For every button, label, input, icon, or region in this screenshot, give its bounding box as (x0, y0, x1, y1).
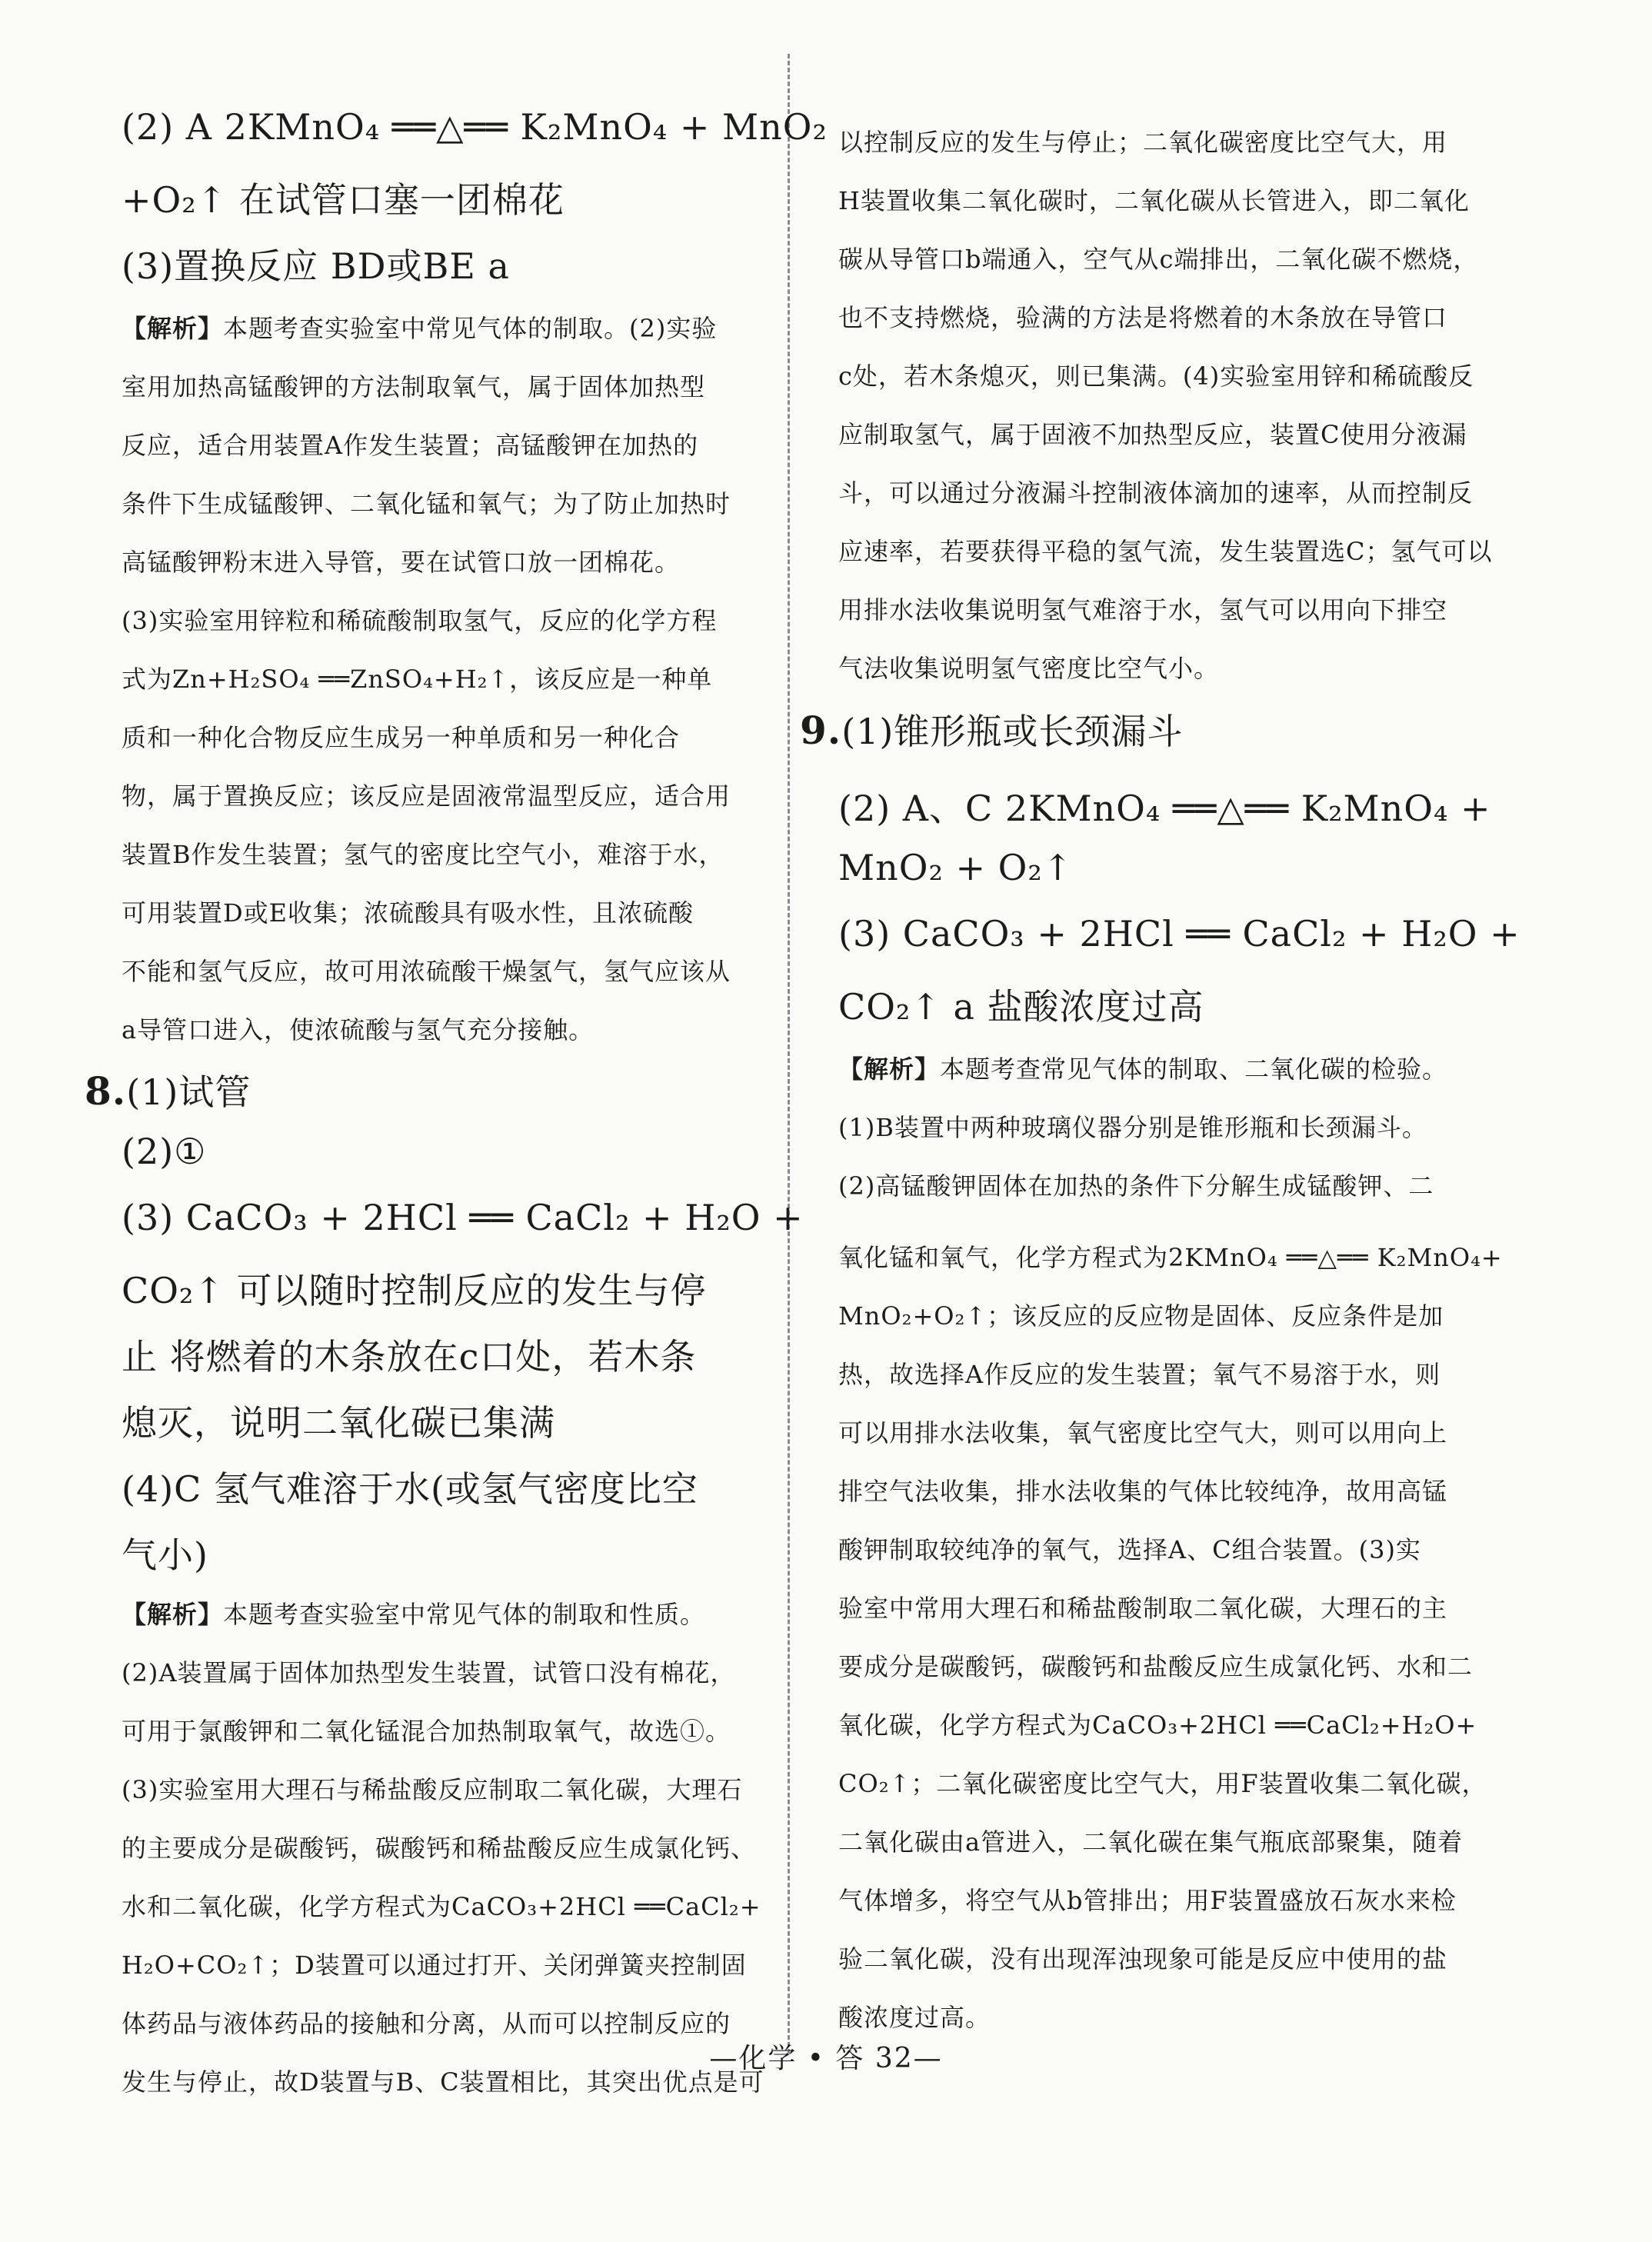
right-line (838, 474, 1473, 509)
right-line (838, 532, 1493, 568)
line-text: 酸钾制取较纯净的氧气，选择A、C组合装置。(3)实 (838, 1535, 1421, 1564)
left-line (122, 485, 731, 520)
line-text: 以控制反应的发生与停止；二氧化碳密度比空气大，用 (838, 128, 1448, 157)
line-text: (3) CaCO₃ + 2HCl ══ CaCl₂ + H₂O + (122, 1197, 804, 1238)
line-text: (2) A 2KMnO₄ ══△══ K₂MnO₄ + MnO₂ (122, 106, 828, 148)
analysis-tag: 【解析】 (122, 1600, 224, 1629)
left-line (122, 1395, 555, 1446)
right-line (838, 1414, 1447, 1449)
right-line (838, 1167, 1434, 1202)
left-line (122, 1011, 594, 1046)
right-line (838, 591, 1447, 626)
left-line (122, 238, 510, 289)
left-line (122, 1712, 731, 1747)
line-text: 本题考查常见气体的制取、二氧化碳的检验。 (940, 1054, 1448, 1084)
line-text: 气小) (122, 1534, 208, 1576)
right-line (838, 1531, 1421, 1566)
line-text: (3)实验室用大理石与稀盐酸反应制取二氧化碳，大理石 (122, 1775, 743, 1804)
line-text: 要成分是碳酸钙，碳酸钙和盐酸反应生成氯化钙、水和二 (838, 1652, 1474, 1681)
line-text: 反应，适合用装置A作发生装置；高锰酸钾在加热的 (122, 431, 699, 460)
line-text: 物，属于置换反应；该反应是固液常温型反应，适合用 (122, 781, 731, 811)
line-text: 应速率，若要获得平稳的氢气流，发生装置选C；氢气可以 (838, 537, 1493, 566)
analysis-tag: 【解析】 (122, 314, 224, 343)
line-text: 不能和氢气反应，故可用浓硫酸干燥氢气，氢气应该从 (122, 957, 731, 986)
line-text: 水和二氧化碳，化学方程式为CaCO₃+2HCl ══CaCl₂+ (122, 1892, 761, 1921)
left-line (122, 426, 698, 461)
left-line (122, 1887, 761, 1923)
left-line (85, 1064, 251, 1115)
line-text: (2)高锰酸钾固体在加热的条件下分解生成锰酸钾、二 (838, 1171, 1434, 1201)
line-text: (1)锥形瓶或长颈漏斗 (841, 711, 1184, 752)
line-text: 发生与停止，故D装置与B、C装置相比，其突出优点是可 (122, 2067, 764, 2097)
right-line (838, 1472, 1447, 1507)
line-text: 室用加热高锰酸钾的方法制取氧气，属于固体加热型 (122, 372, 706, 401)
line-text: 体药品与液体药品的接触和分离，从而可以控制反应的 (122, 2009, 731, 2038)
line-text: (3) CaCO₃ + 2HCl ══ CaCl₂ + H₂O + (838, 913, 1520, 954)
line-text: 氧化碳，化学方程式为CaCO₃+2HCl ══CaCl₂+H₂O+ (838, 1711, 1477, 1740)
line-text: 验二氧化碳，没有出现浑浊现象可能是反应中使用的盐 (838, 1944, 1448, 1974)
line-text: 热，故选择A作反应的发生装置；氧气不易溶于水，则 (838, 1360, 1441, 1389)
left-line (122, 368, 705, 403)
right-line (838, 123, 1447, 158)
line-text: c处，若木条熄灭，则已集满。(4)实验室用锌和稀硫酸反 (838, 361, 1474, 391)
left-line (122, 835, 724, 871)
right-line (838, 979, 1204, 1030)
line-text: 气法收集说明氢气密度比空气小。 (838, 654, 1220, 683)
right-line (838, 913, 1520, 954)
left-line (122, 1527, 208, 1578)
line-text: CO₂↑ 可以随时控制反应的发生与停 (122, 1270, 707, 1311)
left-line (122, 660, 712, 695)
line-text: 可用装置D或E收集；浓硫酸具有吸水性，且浓硫酸 (122, 898, 694, 928)
left-line (122, 952, 731, 988)
right-line (838, 357, 1474, 392)
line-text: 应制取氢气，属于固液不加热型反应，装置C使用分液漏 (838, 420, 1467, 449)
line-text: (3)置换反应 BD或BE a (122, 245, 510, 287)
line-text: 本题考查实验室中常见气体的制取。(2)实验 (223, 314, 718, 343)
left-line (122, 1263, 707, 1314)
line-text: 装置B作发生装置；氢气的密度比空气小，难溶于水， (122, 840, 724, 869)
right-line (838, 240, 1478, 275)
right-line (838, 781, 1491, 831)
line-text: CO₂↑；二氧化碳密度比空气大，用F装置收集二氧化碳， (838, 1769, 1487, 1798)
line-text: (1)试管 (126, 1071, 251, 1113)
line-text: (3)实验室用锌粒和稀硫酸制取氢气，反应的化学方程 (122, 606, 718, 635)
left-line (122, 1654, 735, 1689)
right-line (838, 1050, 1447, 1085)
right-line (838, 1297, 1444, 1332)
line-text: 条件下生成锰酸钾、二氧化锰和氧气；为了防止加热时 (122, 489, 731, 518)
column-divider (788, 54, 790, 2054)
line-text: 止 将燃着的木条放在c口处，若木条 (122, 1336, 697, 1378)
right-line (838, 1238, 1503, 1274)
line-text: 气体增多，将空气从b管排出；用F装置盛放石灰水来检 (838, 1886, 1457, 1915)
right-line (838, 1706, 1477, 1741)
line-text: 本题考查实验室中常见气体的制取和性质。 (223, 1600, 706, 1629)
line-text: (2)A装置属于固体加热型发生装置，试管口没有棉花， (122, 1658, 736, 1687)
left-line (122, 1595, 705, 1631)
line-text: 碳从导管口b端通入，空气从c端排出，二氧化碳不燃烧， (838, 245, 1479, 274)
left-line (122, 1197, 804, 1238)
line-text: 排空气法收集，排水法收集的气体比较纯净，故用高锰 (838, 1477, 1448, 1506)
left-line (122, 1461, 698, 1512)
question-number: 8. (85, 1068, 127, 1114)
line-text: MnO₂ + O₂↑ (838, 847, 1074, 888)
left-line (122, 1829, 756, 1864)
right-line (838, 1940, 1447, 1975)
line-text: (2)① (122, 1131, 207, 1172)
right-line (838, 298, 1447, 334)
right-line (838, 1589, 1447, 1624)
right-line (838, 1998, 991, 2034)
line-text: 氧化锰和氧气，化学方程式为2KMnO₄ ══△══ K₂MnO₄+ (838, 1243, 1503, 1272)
right-line (838, 847, 1073, 888)
line-text: CO₂↑ a 盐酸浓度过高 (838, 986, 1204, 1028)
left-line (122, 1946, 747, 1981)
line-text: 验室中常用大理石和稀盐酸制取二氧化碳，大理石的主 (838, 1594, 1448, 1623)
left-line (122, 777, 731, 812)
line-text: 熄灭，说明二氧化碳已集满 (122, 1402, 555, 1444)
right-line (838, 1764, 1487, 1800)
line-text: H₂O+CO₂↑；D装置可以通过打开、关闭弹簧夹控制固 (122, 1951, 747, 1980)
right-line (800, 704, 1183, 755)
line-text: +O₂↑ 在试管口塞一团棉花 (122, 179, 565, 221)
left-line (122, 106, 828, 148)
line-text: 也不支持燃烧，验满的方法是将燃着的木条放在导管口 (838, 303, 1448, 332)
line-text: a导管口进入，使浓硫酸与氢气充分接触。 (122, 1015, 595, 1044)
line-text: 二氧化碳由a管进入，二氧化碳在集气瓶底部聚集，随着 (838, 1827, 1464, 1857)
line-text: H装置收集二氧化碳时，二氧化碳从长管进入，即二氧化 (838, 186, 1470, 215)
left-line (122, 1131, 206, 1172)
right-line (838, 182, 1470, 217)
line-text: 式为Zn+H₂SO₄ ══ZnSO₄+H₂↑，该反应是一种单 (122, 665, 713, 694)
right-line (838, 1647, 1473, 1683)
line-text: 的主要成分是碳酸钙，碳酸钙和稀盐酸反应生成氯化钙、 (122, 1834, 757, 1863)
left-line (122, 309, 717, 345)
question-number: 9. (800, 708, 842, 753)
right-line (838, 649, 1219, 685)
right-line (838, 1881, 1457, 1917)
line-text: 可用于氯酸钾和二氧化锰混合加热制取氧气，故选①。 (122, 1717, 731, 1746)
right-line (838, 1823, 1463, 1858)
line-text: 可以用排水法收集，氧气密度比空气大，则可以用向上 (838, 1418, 1448, 1447)
left-line (122, 543, 680, 578)
line-text: 用排水法收集说明氢气难溶于水，氢气可以用向下排空 (838, 595, 1448, 625)
left-line (122, 1329, 696, 1380)
line-text: 酸浓度过高。 (838, 2003, 991, 2032)
line-text: MnO₂+O₂↑；该反应的反应物是固体、反应条件是加 (838, 1301, 1444, 1331)
analysis-tag: 【解析】 (838, 1054, 941, 1084)
page-footer: —化学 • 答 32— (709, 2043, 943, 2074)
line-text: (4)C 氢气难溶于水(或氢气密度比空 (122, 1468, 698, 1510)
line-text: (2) A、C 2KMnO₄ ══△══ K₂MnO₄ + (838, 788, 1491, 829)
line-text: (1)B装置中两种玻璃仪器分别是锥形瓶和长颈漏斗。 (838, 1113, 1427, 1142)
right-line (838, 1355, 1441, 1391)
right-line (838, 415, 1467, 451)
left-line (122, 172, 565, 223)
line-text: 斗，可以通过分液漏斗控制液体滴加的速率，从而控制反 (838, 478, 1474, 508)
line-text: 高锰酸钾粉末进入导管，要在试管口放一团棉花。 (122, 548, 681, 577)
right-line (838, 1108, 1427, 1144)
left-line (122, 1771, 742, 1806)
left-line (122, 601, 717, 637)
line-text: 质和一种化合物反应生成另一种单质和另一种化合 (122, 723, 681, 752)
left-line (122, 2004, 731, 2040)
left-line (122, 894, 694, 929)
left-line (122, 718, 680, 754)
